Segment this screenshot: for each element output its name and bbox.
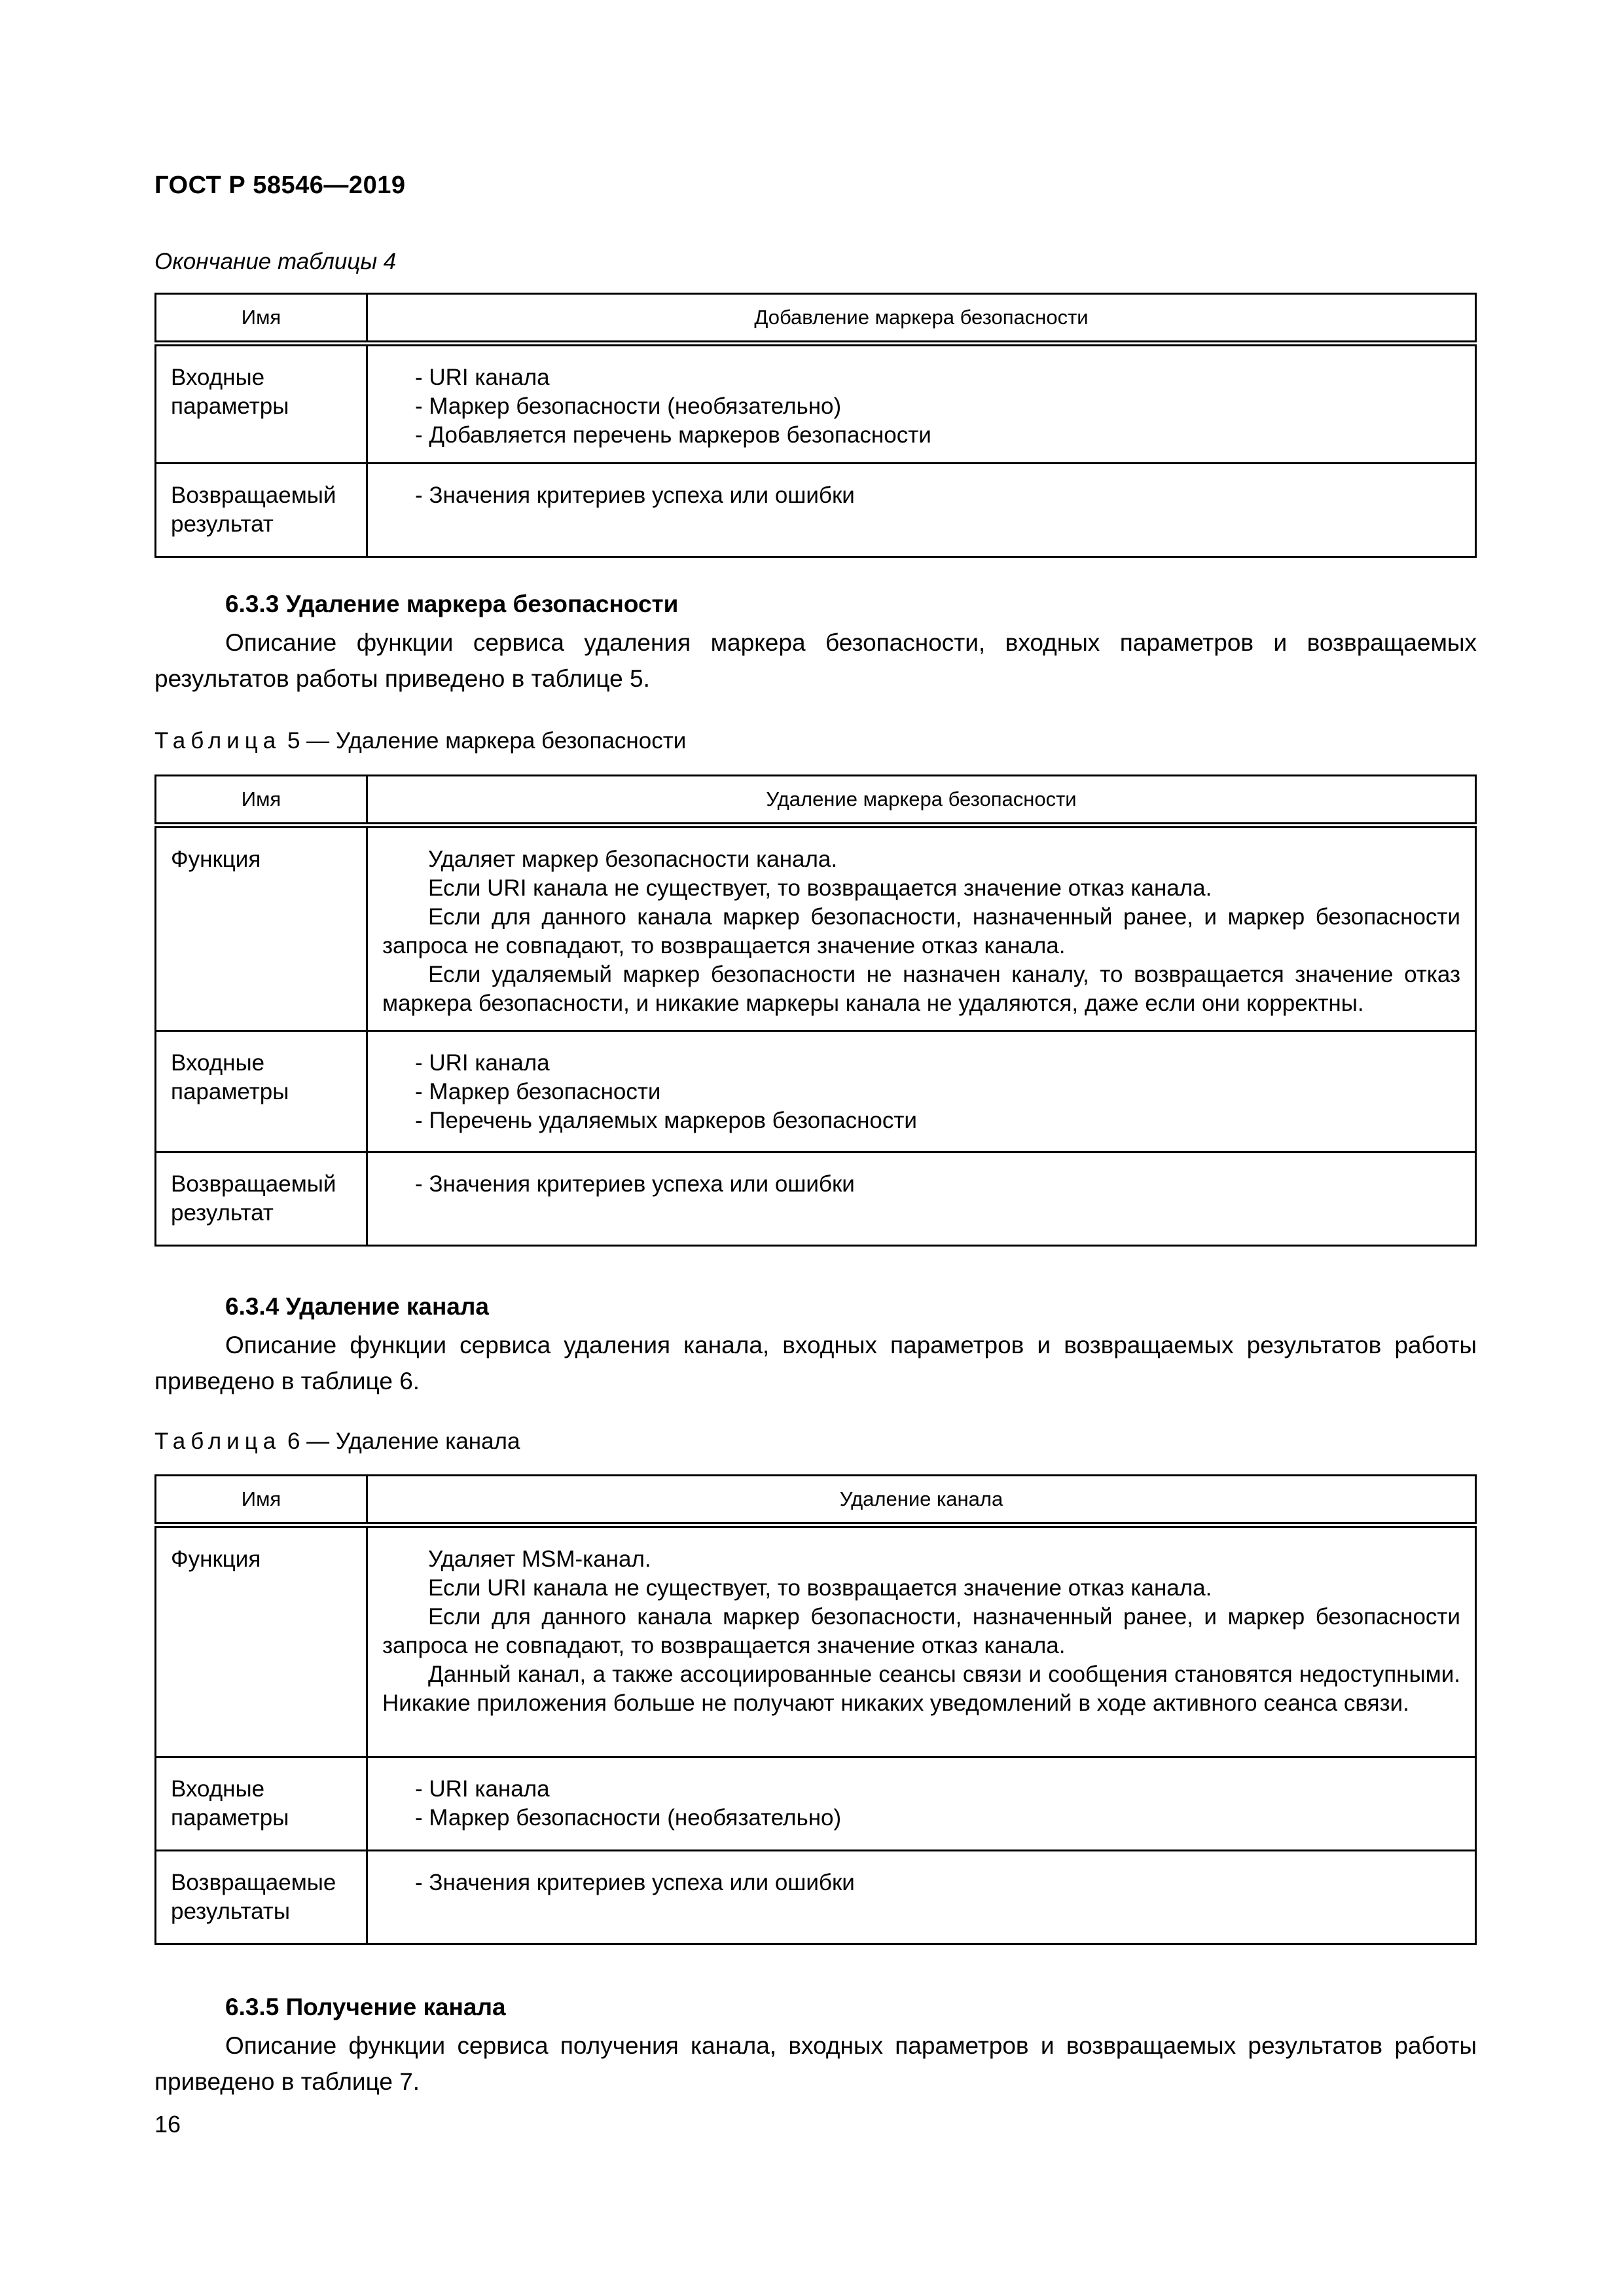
caption-word: Таблица [154,1429,281,1454]
list-item: - Значения критериев успеха или ошибки [415,483,855,508]
row-label: Входные параметры [156,344,367,464]
table-row [156,1152,1476,1246]
paragraph: Если URI канала не существует, то возвращается значение отказ канала. [428,1575,1212,1601]
table-row [156,1525,1476,1757]
list-item: - Маркер безопасности (необязательно) [415,393,842,419]
table4-continuation [154,293,1477,558]
list-item: - Маркер безопасности [415,1079,661,1104]
table-header-row [156,776,1476,826]
table-row [156,826,1476,1031]
section-heading-6-3-3: 6.3.3 Удаление маркера безопасности [225,591,679,617]
section-text-6-3-3: Описание функции сервиса удаления маркера безопасности, входных параметров и возвращаемых результатов работы приведено в таблице 5. [154,629,1477,692]
header-value: Удаление канала [367,1476,1476,1525]
row-content [367,1031,1476,1152]
paragraph: Если удаляемый маркер безопасности не назначен каналу, то возвращается значение отказ маркера безопасности, и никакие маркеры канала не удаляются, даже если они корректны. [382,962,1460,1016]
table6 [154,1474,1477,1945]
row-label: Возвращаемые результаты [156,1851,367,1944]
header-name: Имя [156,776,367,826]
caption-word: Таблица [154,728,281,754]
list-item: - Значения критериев успеха или ошибки [415,1870,855,1895]
row-content [367,1152,1476,1246]
table4-continuation-caption: Окончание таблицы 4 [154,249,397,274]
table-row [156,1757,1476,1851]
list-item: - URI канала [415,1776,550,1802]
list-item: - Добавляется перечень маркеров безопасности [415,422,931,448]
list-item: - URI канала [415,1050,550,1076]
row-label: Входные параметры [156,1757,367,1851]
table-row [156,464,1476,557]
document-header: ГОСТ Р 58546—2019 [154,172,406,199]
table5-caption [154,728,686,754]
caption-rest: 5 — Удаление маркера безопасности [281,728,687,754]
row-label: Функция [156,826,367,1031]
row-content [367,464,1476,557]
table-row [156,1031,1476,1152]
table-row [156,344,1476,464]
page-number: 16 [154,2111,181,2138]
list-item: - URI канала [415,365,550,390]
row-content [367,344,1476,464]
row-content [367,826,1476,1031]
header-value: Удаление маркера безопасности [367,776,1476,826]
paragraph: Удаляет MSM-канал. [428,1546,651,1572]
row-label: Возвращаемый результат [156,464,367,557]
table6-caption [154,1429,520,1455]
paragraph: Если для данного канала маркер безопасности, назначенный ранее, и маркер безопасности запроса не совпадают, то возвращается значение отказ канала. [382,1604,1460,1658]
row-content [367,1851,1476,1944]
section-heading-6-3-5: 6.3.5 Получение канала [225,1994,506,2020]
section-text-6-3-4: Описание функции сервиса удаления канала, входных параметров и возвращаемых результатов работы приведено в таблице 6. [154,1332,1477,1394]
list-item: - Маркер безопасности (необязательно) [415,1805,842,1831]
table-row [156,1851,1476,1944]
table5 [154,774,1477,1247]
paragraph: Данный канал, а также ассоциированные сеансы связи и сообщения становятся недоступными. Никакие приложения больше не получают никаких уведомлений в ходе активного сеанса связи. [382,1662,1460,1716]
row-label: Функция [156,1525,367,1757]
list-item: - Значения критериев успеха или ошибки [415,1171,855,1197]
row-content [367,1525,1476,1757]
row-label: Входные параметры [156,1031,367,1152]
header-name: Имя [156,1476,367,1525]
row-content [367,1757,1476,1851]
table-header-row [156,294,1476,344]
caption-rest: 6 — Удаление канала [281,1429,520,1454]
table-header-row [156,1476,1476,1525]
section-text-6-3-5: Описание функции сервиса получения канала, входных параметров и возвращаемых результатов работы приведено в таблице 7. [154,2032,1477,2095]
paragraph: Если URI канала не существует, то возвращается значение отказ канала. [428,875,1212,901]
section-heading-6-3-4: 6.3.4 Удаление канала [225,1293,489,1320]
paragraph: Если для данного канала маркер безопасности, назначенный ранее, и маркер безопасности запроса не совпадают, то возвращается значение отказ канала. [382,904,1460,958]
header-name: Имя [156,294,367,344]
list-item: - Перечень удаляемых маркеров безопасности [415,1108,917,1133]
row-label: Возвращаемый результат [156,1152,367,1246]
paragraph: Удаляет маркер безопасности канала. [428,847,838,872]
header-value: Добавление маркера безопасности [367,294,1476,344]
